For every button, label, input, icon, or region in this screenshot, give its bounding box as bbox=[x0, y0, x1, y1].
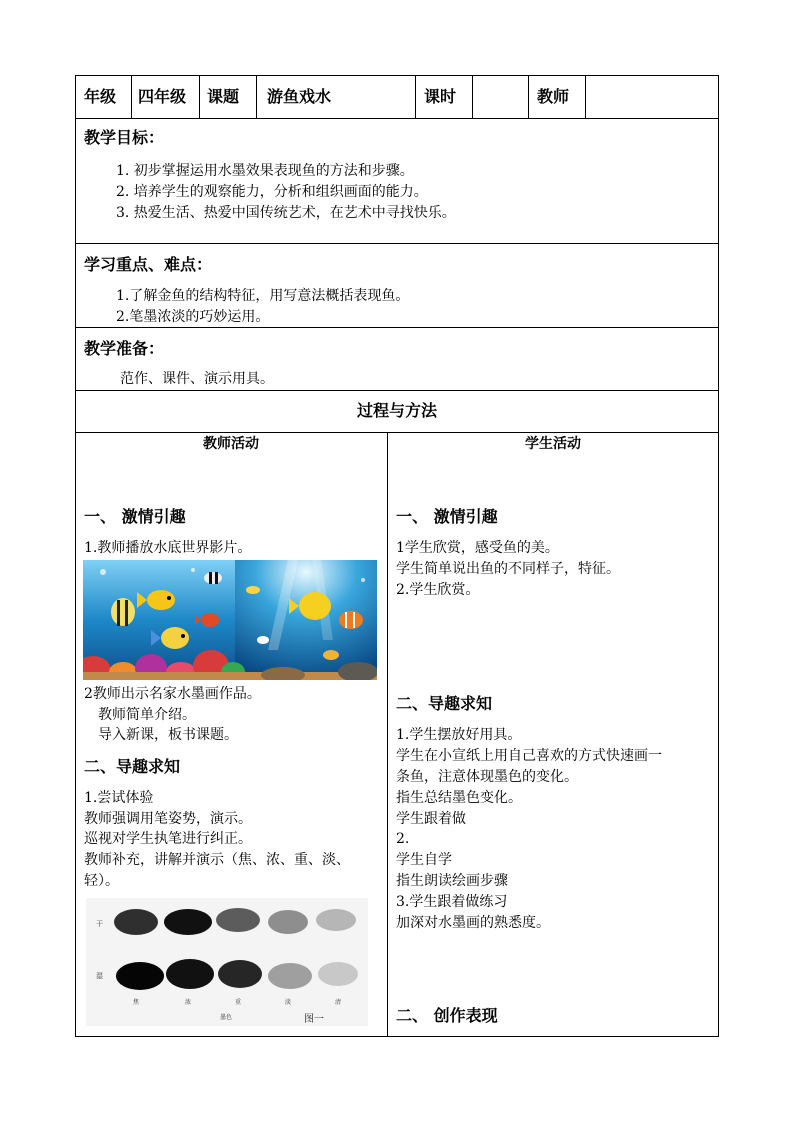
student-line: 学生简单说出鱼的不同样子，特征。 bbox=[396, 561, 620, 577]
student-line: 1.学生摆放好用具。 bbox=[396, 727, 522, 743]
topic-value: 游鱼戏水 bbox=[267, 87, 332, 106]
row-divider bbox=[75, 243, 719, 244]
header-divider bbox=[199, 75, 200, 119]
header-divider bbox=[415, 75, 416, 119]
underwater-image bbox=[83, 560, 377, 680]
underwater-scene bbox=[83, 560, 377, 680]
student-activity-heading: 学生活动 bbox=[525, 436, 581, 452]
header-divider bbox=[472, 75, 473, 119]
teacher-line: 教师补充，讲解并演示（焦、浓、重、淡、 bbox=[84, 852, 350, 868]
student-line: 2.学生欣赏。 bbox=[396, 582, 480, 598]
fish-black-white bbox=[204, 572, 222, 584]
student-section-3-title: 二、 创作表现 bbox=[396, 1006, 498, 1025]
teacher-section-1-title: 一、 激情引趣 bbox=[84, 507, 186, 526]
row-divider bbox=[75, 390, 719, 391]
tone-label: 浓 bbox=[184, 999, 192, 1006]
teacher-line: 教师强调用笔姿势，演示。 bbox=[84, 811, 252, 827]
header-divider bbox=[131, 75, 132, 119]
tone-label: 淡 bbox=[284, 999, 292, 1006]
ink-tones-drawing bbox=[86, 898, 368, 1026]
prep-title: 教学准备： bbox=[84, 339, 165, 358]
tone-label: 焦 bbox=[132, 999, 140, 1006]
student-section-1-title: 一、 激情引趣 bbox=[396, 507, 498, 526]
prep-text: 范作、课件、演示用具。 bbox=[120, 371, 274, 387]
teacher-activity-heading: 教师活动 bbox=[203, 436, 259, 452]
row-divider bbox=[75, 327, 719, 328]
grade-label: 年级 bbox=[84, 87, 117, 106]
fish-striped bbox=[111, 598, 135, 626]
student-line: 学生自学 bbox=[396, 852, 452, 868]
tone-label: 清 bbox=[334, 999, 342, 1006]
grade-value: 四年级 bbox=[138, 87, 187, 106]
student-line: 1学生欣赏，感受鱼的美。 bbox=[396, 540, 559, 556]
period-label: 课时 bbox=[424, 87, 457, 106]
header-divider bbox=[585, 75, 586, 119]
student-line: 3.学生跟着做练习 bbox=[396, 894, 508, 910]
teacher-line: 1.教师播放水底世界影片。 bbox=[84, 540, 252, 556]
keypoints-title: 学习重点、难点： bbox=[84, 255, 213, 274]
teacher-line: 2教师出示名家水墨画作品。 bbox=[84, 686, 261, 702]
dry-row-label: 干 bbox=[96, 920, 103, 928]
teacher-label: 教师 bbox=[537, 87, 570, 106]
wet-row-label: 湿 bbox=[96, 972, 103, 980]
table-border-right bbox=[718, 75, 719, 1037]
teacher-section-2-title: 二、导趣求知 bbox=[84, 757, 181, 776]
teacher-line: 教师简单介绍。 bbox=[98, 707, 196, 723]
table-border-top bbox=[75, 75, 719, 76]
teacher-line: 1.尝试体验 bbox=[84, 790, 154, 806]
teacher-line: 导入新课，板书课题。 bbox=[98, 727, 238, 743]
column-divider bbox=[387, 432, 388, 1037]
student-line: 指生总结墨色变化。 bbox=[396, 790, 522, 806]
goal-item: 3. 热爱生活、热爱中国传统艺术，在艺术中寻找快乐。 bbox=[116, 205, 456, 221]
student-line: 条鱼，注意体现墨色的变化。 bbox=[396, 769, 578, 785]
student-line: 加深对水墨画的熟悉度。 bbox=[396, 915, 550, 931]
student-section-2-title: 二、导趣求知 bbox=[396, 694, 493, 713]
teacher-line: 巡视对学生执笔进行纠正。 bbox=[84, 831, 252, 847]
figure-small-caption: 墨色 bbox=[219, 1014, 233, 1021]
topic-label: 课题 bbox=[207, 87, 240, 106]
goal-item: 1. 初步掌握运用水墨效果表现鱼的方法和步骤。 bbox=[116, 163, 414, 179]
keypoint-item: 1.了解金鱼的结构特征，用写意法概括表现鱼。 bbox=[116, 288, 410, 304]
keypoint-item: 2.笔墨浓淡的巧妙运用。 bbox=[116, 309, 270, 325]
header-divider bbox=[528, 75, 529, 119]
table-border-bottom bbox=[75, 1036, 719, 1037]
process-title: 过程与方法 bbox=[356, 401, 437, 420]
student-line: 学生跟着做 bbox=[396, 811, 466, 827]
student-line: 学生在小宣纸上用自己喜欢的方式快速画一 bbox=[396, 748, 662, 764]
fish-orange bbox=[339, 611, 363, 629]
row-divider bbox=[75, 432, 719, 433]
tone-label: 重 bbox=[234, 999, 242, 1006]
figure-caption: 图一 bbox=[304, 1014, 324, 1025]
goal-item: 2. 培养学生的观察能力，分析和组织画面的能力。 bbox=[116, 184, 428, 200]
header-divider bbox=[256, 75, 257, 119]
student-line: 指生朗读绘画步骤 bbox=[396, 873, 508, 889]
teacher-line: 轻）。 bbox=[84, 873, 119, 889]
student-line: 2. bbox=[396, 831, 410, 847]
goals-title: 教学目标： bbox=[84, 128, 165, 147]
row-divider bbox=[75, 118, 719, 119]
ink-tones-figure bbox=[86, 898, 368, 1026]
table-border-left bbox=[75, 75, 76, 1037]
